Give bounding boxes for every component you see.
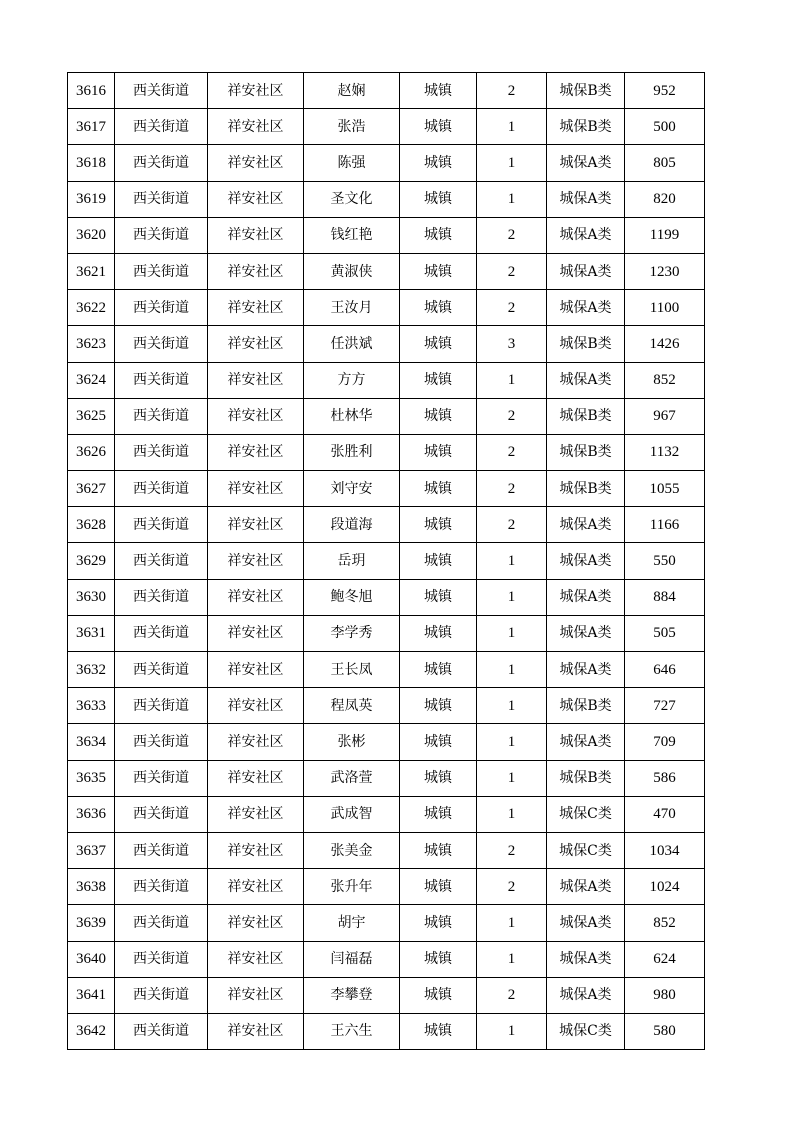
cell-household-type: 城镇 — [400, 398, 477, 434]
table-row — [68, 253, 705, 289]
cell-street: 西关街道 — [115, 905, 208, 941]
cell-category: 城保A类 — [547, 869, 625, 905]
cell-amount: 884 — [625, 579, 705, 615]
cell-household-type: 城镇 — [400, 507, 477, 543]
table-row — [68, 905, 705, 941]
cell-name: 黄淑侠 — [304, 253, 400, 289]
cell-serial-number: 3622 — [68, 290, 115, 326]
cell-amount: 820 — [625, 181, 705, 217]
cell-family-size: 1 — [477, 145, 547, 181]
cell-community: 祥安社区 — [208, 796, 304, 832]
cell-family-size: 1 — [477, 724, 547, 760]
table-row — [68, 109, 705, 145]
cell-family-size: 1 — [477, 181, 547, 217]
cell-name: 李攀登 — [304, 977, 400, 1013]
cell-community: 祥安社区 — [208, 869, 304, 905]
cell-street: 西关街道 — [115, 326, 208, 362]
cell-name: 王长凤 — [304, 652, 400, 688]
table-row — [68, 217, 705, 253]
cell-category: 城保A类 — [547, 724, 625, 760]
cell-family-size: 1 — [477, 615, 547, 651]
cell-community: 祥安社区 — [208, 253, 304, 289]
cell-amount: 1132 — [625, 434, 705, 470]
cell-street: 西关街道 — [115, 507, 208, 543]
cell-street: 西关街道 — [115, 398, 208, 434]
cell-name: 杜林华 — [304, 398, 400, 434]
cell-category: 城保B类 — [547, 434, 625, 470]
cell-serial-number: 3616 — [68, 73, 115, 109]
cell-serial-number: 3633 — [68, 688, 115, 724]
cell-category: 城保A类 — [547, 253, 625, 289]
cell-street: 西关街道 — [115, 543, 208, 579]
cell-household-type: 城镇 — [400, 217, 477, 253]
cell-household-type: 城镇 — [400, 543, 477, 579]
cell-name: 鲍冬旭 — [304, 579, 400, 615]
cell-serial-number: 3617 — [68, 109, 115, 145]
cell-family-size: 1 — [477, 543, 547, 579]
cell-name: 张彬 — [304, 724, 400, 760]
cell-family-size: 2 — [477, 253, 547, 289]
cell-household-type: 城镇 — [400, 615, 477, 651]
cell-household-type: 城镇 — [400, 1013, 477, 1049]
cell-name: 张浩 — [304, 109, 400, 145]
cell-category: 城保A类 — [547, 507, 625, 543]
cell-community: 祥安社区 — [208, 362, 304, 398]
cell-category: 城保B类 — [547, 73, 625, 109]
cell-category: 城保A类 — [547, 181, 625, 217]
table-row — [68, 688, 705, 724]
cell-community: 祥安社区 — [208, 217, 304, 253]
cell-street: 西关街道 — [115, 688, 208, 724]
cell-name: 段道海 — [304, 507, 400, 543]
cell-family-size: 2 — [477, 507, 547, 543]
cell-serial-number: 3629 — [68, 543, 115, 579]
cell-amount: 586 — [625, 760, 705, 796]
cell-community: 祥安社区 — [208, 109, 304, 145]
cell-amount: 1426 — [625, 326, 705, 362]
cell-name: 圣文化 — [304, 181, 400, 217]
cell-serial-number: 3618 — [68, 145, 115, 181]
cell-category: 城保B类 — [547, 398, 625, 434]
cell-community: 祥安社区 — [208, 941, 304, 977]
cell-category: 城保A类 — [547, 579, 625, 615]
cell-household-type: 城镇 — [400, 326, 477, 362]
cell-amount: 1199 — [625, 217, 705, 253]
cell-name: 张美金 — [304, 832, 400, 868]
cell-serial-number: 3636 — [68, 796, 115, 832]
cell-family-size: 1 — [477, 362, 547, 398]
cell-category: 城保C类 — [547, 796, 625, 832]
cell-household-type: 城镇 — [400, 905, 477, 941]
table-row — [68, 724, 705, 760]
cell-community: 祥安社区 — [208, 652, 304, 688]
cell-community: 祥安社区 — [208, 688, 304, 724]
cell-household-type: 城镇 — [400, 688, 477, 724]
cell-name: 胡宇 — [304, 905, 400, 941]
cell-family-size: 2 — [477, 73, 547, 109]
cell-household-type: 城镇 — [400, 796, 477, 832]
table-row — [68, 652, 705, 688]
cell-amount: 550 — [625, 543, 705, 579]
cell-community: 祥安社区 — [208, 507, 304, 543]
cell-serial-number: 3638 — [68, 869, 115, 905]
cell-street: 西关街道 — [115, 941, 208, 977]
cell-community: 祥安社区 — [208, 326, 304, 362]
cell-family-size: 2 — [477, 977, 547, 1013]
cell-household-type: 城镇 — [400, 434, 477, 470]
cell-household-type: 城镇 — [400, 471, 477, 507]
cell-name: 程凤英 — [304, 688, 400, 724]
cell-amount: 1024 — [625, 869, 705, 905]
cell-household-type: 城镇 — [400, 73, 477, 109]
cell-household-type: 城镇 — [400, 253, 477, 289]
cell-amount: 967 — [625, 398, 705, 434]
cell-serial-number: 3632 — [68, 652, 115, 688]
cell-community: 祥安社区 — [208, 832, 304, 868]
table-row — [68, 145, 705, 181]
cell-street: 西关街道 — [115, 615, 208, 651]
cell-street: 西关街道 — [115, 869, 208, 905]
cell-amount: 500 — [625, 109, 705, 145]
cell-household-type: 城镇 — [400, 652, 477, 688]
cell-serial-number: 3620 — [68, 217, 115, 253]
cell-family-size: 1 — [477, 688, 547, 724]
table-row — [68, 543, 705, 579]
table-row — [68, 977, 705, 1013]
cell-community: 祥安社区 — [208, 905, 304, 941]
cell-street: 西关街道 — [115, 977, 208, 1013]
cell-name: 岳玥 — [304, 543, 400, 579]
cell-household-type: 城镇 — [400, 832, 477, 868]
roster-table — [67, 72, 705, 1050]
cell-name: 任洪斌 — [304, 326, 400, 362]
cell-name: 陈强 — [304, 145, 400, 181]
cell-community: 祥安社区 — [208, 398, 304, 434]
cell-community: 祥安社区 — [208, 471, 304, 507]
cell-family-size: 2 — [477, 869, 547, 905]
cell-family-size: 1 — [477, 579, 547, 615]
cell-family-size: 2 — [477, 434, 547, 470]
cell-category: 城保A类 — [547, 145, 625, 181]
cell-household-type: 城镇 — [400, 290, 477, 326]
cell-name: 赵娴 — [304, 73, 400, 109]
cell-category: 城保A类 — [547, 941, 625, 977]
cell-category: 城保C类 — [547, 832, 625, 868]
cell-amount: 709 — [625, 724, 705, 760]
cell-amount: 1055 — [625, 471, 705, 507]
cell-amount: 852 — [625, 905, 705, 941]
cell-category: 城保B类 — [547, 688, 625, 724]
table-row — [68, 73, 705, 109]
cell-household-type: 城镇 — [400, 977, 477, 1013]
cell-serial-number: 3635 — [68, 760, 115, 796]
cell-family-size: 2 — [477, 217, 547, 253]
cell-amount: 580 — [625, 1013, 705, 1049]
cell-amount: 1230 — [625, 253, 705, 289]
cell-category: 城保B类 — [547, 760, 625, 796]
cell-serial-number: 3637 — [68, 832, 115, 868]
cell-serial-number: 3626 — [68, 434, 115, 470]
cell-category: 城保B类 — [547, 326, 625, 362]
cell-community: 祥安社区 — [208, 1013, 304, 1049]
cell-street: 西关街道 — [115, 832, 208, 868]
cell-community: 祥安社区 — [208, 73, 304, 109]
cell-amount: 470 — [625, 796, 705, 832]
cell-amount: 505 — [625, 615, 705, 651]
cell-street: 西关街道 — [115, 217, 208, 253]
cell-amount: 624 — [625, 941, 705, 977]
cell-community: 祥安社区 — [208, 290, 304, 326]
cell-family-size: 1 — [477, 109, 547, 145]
cell-street: 西关街道 — [115, 471, 208, 507]
cell-family-size: 1 — [477, 760, 547, 796]
cell-name: 张胜利 — [304, 434, 400, 470]
cell-community: 祥安社区 — [208, 579, 304, 615]
cell-household-type: 城镇 — [400, 145, 477, 181]
cell-amount: 1100 — [625, 290, 705, 326]
cell-street: 西关街道 — [115, 1013, 208, 1049]
cell-category: 城保C类 — [547, 1013, 625, 1049]
cell-household-type: 城镇 — [400, 362, 477, 398]
cell-family-size: 1 — [477, 652, 547, 688]
cell-amount: 727 — [625, 688, 705, 724]
cell-amount: 1166 — [625, 507, 705, 543]
cell-street: 西关街道 — [115, 724, 208, 760]
cell-name: 武洛萱 — [304, 760, 400, 796]
cell-household-type: 城镇 — [400, 109, 477, 145]
cell-household-type: 城镇 — [400, 724, 477, 760]
cell-amount: 952 — [625, 73, 705, 109]
cell-community: 祥安社区 — [208, 543, 304, 579]
cell-serial-number: 3640 — [68, 941, 115, 977]
cell-serial-number: 3627 — [68, 471, 115, 507]
cell-serial-number: 3625 — [68, 398, 115, 434]
cell-category: 城保A类 — [547, 543, 625, 579]
table-row — [68, 869, 705, 905]
table-row — [68, 181, 705, 217]
table-row — [68, 434, 705, 470]
cell-name: 刘守安 — [304, 471, 400, 507]
cell-category: 城保A类 — [547, 290, 625, 326]
cell-serial-number: 3619 — [68, 181, 115, 217]
cell-household-type: 城镇 — [400, 181, 477, 217]
cell-family-size: 1 — [477, 796, 547, 832]
cell-serial-number: 3639 — [68, 905, 115, 941]
cell-amount: 852 — [625, 362, 705, 398]
cell-serial-number: 3642 — [68, 1013, 115, 1049]
cell-community: 祥安社区 — [208, 760, 304, 796]
table-row — [68, 760, 705, 796]
cell-street: 西关街道 — [115, 181, 208, 217]
cell-amount: 646 — [625, 652, 705, 688]
table-row — [68, 941, 705, 977]
cell-community: 祥安社区 — [208, 434, 304, 470]
cell-name: 王六生 — [304, 1013, 400, 1049]
cell-category: 城保A类 — [547, 977, 625, 1013]
cell-family-size: 1 — [477, 1013, 547, 1049]
cell-serial-number: 3641 — [68, 977, 115, 1013]
cell-name: 方方 — [304, 362, 400, 398]
table-row — [68, 832, 705, 868]
cell-street: 西关街道 — [115, 579, 208, 615]
cell-amount: 805 — [625, 145, 705, 181]
cell-serial-number: 3628 — [68, 507, 115, 543]
cell-family-size: 1 — [477, 941, 547, 977]
cell-serial-number: 3630 — [68, 579, 115, 615]
cell-household-type: 城镇 — [400, 941, 477, 977]
cell-family-size: 2 — [477, 471, 547, 507]
cell-family-size: 2 — [477, 290, 547, 326]
cell-street: 西关街道 — [115, 109, 208, 145]
cell-family-size: 2 — [477, 832, 547, 868]
cell-category: 城保A类 — [547, 905, 625, 941]
cell-name: 钱红艳 — [304, 217, 400, 253]
cell-household-type: 城镇 — [400, 579, 477, 615]
table-row — [68, 398, 705, 434]
cell-serial-number: 3631 — [68, 615, 115, 651]
table-row — [68, 290, 705, 326]
cell-street: 西关街道 — [115, 796, 208, 832]
table-row — [68, 1013, 705, 1049]
table-row — [68, 362, 705, 398]
cell-community: 祥安社区 — [208, 145, 304, 181]
cell-category: 城保A类 — [547, 362, 625, 398]
cell-street: 西关街道 — [115, 290, 208, 326]
cell-name: 闫福磊 — [304, 941, 400, 977]
cell-category: 城保A类 — [547, 217, 625, 253]
cell-family-size: 3 — [477, 326, 547, 362]
cell-street: 西关街道 — [115, 145, 208, 181]
cell-amount: 980 — [625, 977, 705, 1013]
cell-serial-number: 3621 — [68, 253, 115, 289]
cell-category: 城保A类 — [547, 652, 625, 688]
cell-community: 祥安社区 — [208, 977, 304, 1013]
cell-name: 张升年 — [304, 869, 400, 905]
cell-name: 王汝月 — [304, 290, 400, 326]
table-body — [68, 73, 705, 1050]
cell-name: 李学秀 — [304, 615, 400, 651]
table-row — [68, 579, 705, 615]
cell-serial-number: 3623 — [68, 326, 115, 362]
cell-household-type: 城镇 — [400, 869, 477, 905]
cell-street: 西关街道 — [115, 73, 208, 109]
table-row — [68, 326, 705, 362]
cell-street: 西关街道 — [115, 652, 208, 688]
cell-family-size: 2 — [477, 398, 547, 434]
table-row — [68, 471, 705, 507]
cell-street: 西关街道 — [115, 362, 208, 398]
cell-street: 西关街道 — [115, 253, 208, 289]
cell-category: 城保A类 — [547, 615, 625, 651]
cell-family-size: 1 — [477, 905, 547, 941]
cell-street: 西关街道 — [115, 434, 208, 470]
cell-category: 城保B类 — [547, 109, 625, 145]
cell-serial-number: 3634 — [68, 724, 115, 760]
cell-street: 西关街道 — [115, 760, 208, 796]
cell-name: 武成智 — [304, 796, 400, 832]
cell-community: 祥安社区 — [208, 615, 304, 651]
cell-community: 祥安社区 — [208, 181, 304, 217]
table-row — [68, 796, 705, 832]
cell-category: 城保B类 — [547, 471, 625, 507]
cell-amount: 1034 — [625, 832, 705, 868]
cell-community: 祥安社区 — [208, 724, 304, 760]
cell-serial-number: 3624 — [68, 362, 115, 398]
table-row — [68, 507, 705, 543]
table-row — [68, 615, 705, 651]
cell-household-type: 城镇 — [400, 760, 477, 796]
